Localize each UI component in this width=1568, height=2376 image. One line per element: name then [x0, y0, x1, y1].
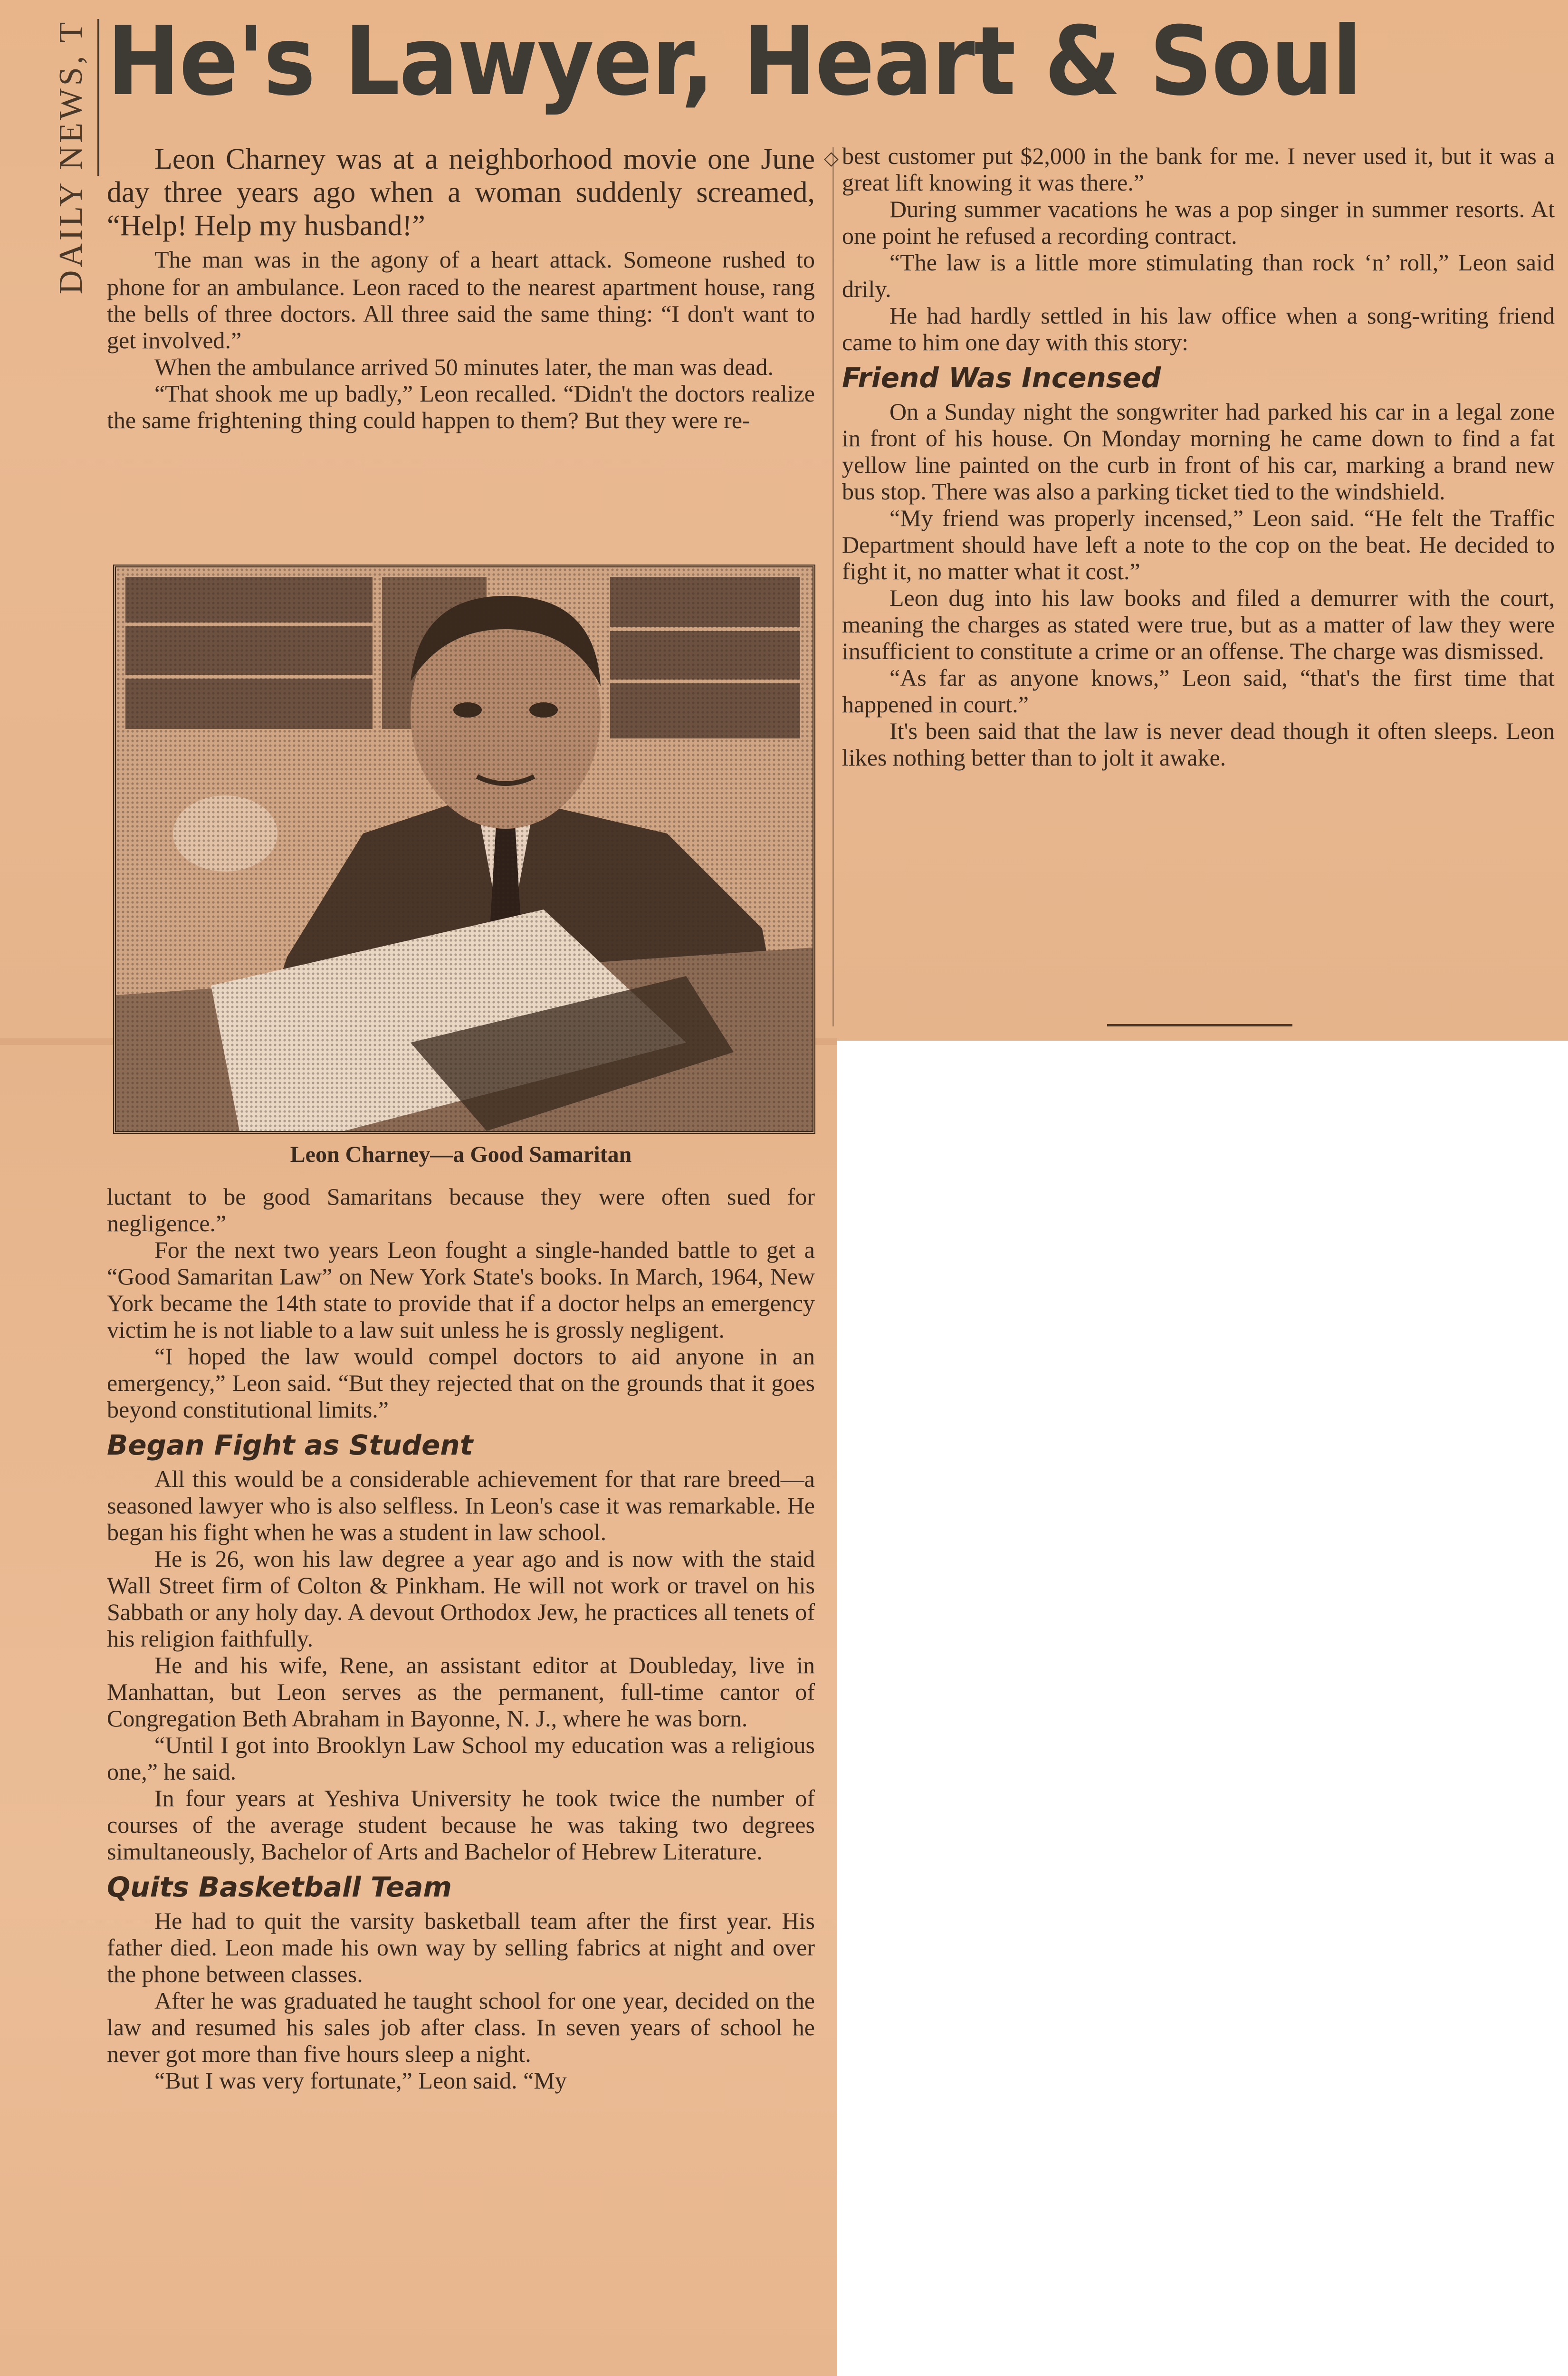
source-label-text: DAILY NEWS, T: [53, 19, 89, 295]
paragraph: luctant to be good Samaritans because they were often sued for negligence.”: [107, 1183, 815, 1236]
paragraph: “As far as anyone knows,” Leon said, “that's the first time that happened in court.”: [842, 664, 1555, 718]
paragraph: In four years at Yeshiva University he took twice the number of courses of the average student because he was taking two degrees simultaneously, Bachelor of Arts and Bachelor of Hebrew Literature.: [107, 1785, 815, 1865]
paragraph: “I hoped the law would compel doctors to aid anyone in an emergency,” Leon said. “But they rejected that on the grounds that it goes beyond constitutional limits.”: [107, 1343, 815, 1423]
paragraph: Leon Charney was at a neighborhood movie one June day three years ago when a woman suddenly screamed, “Help! Help my husband!”: [107, 143, 815, 242]
subhead: Quits Basketball Team: [107, 1871, 452, 1903]
paragraph: All this would be a considerable achievement for that rare breed—a seasoned lawyer who is also selfless. In Leon's case it was remarkable. He began his fight when he was a student in law school.: [107, 1466, 815, 1545]
paragraph: “But I was very fortunate,” Leon said. “My: [154, 2067, 567, 2094]
paragraph-text: The man was in the agony of a heart attack. Someone rushed to phone for an ambulance. Leon raced to the nearest apartment house, rang the bells of three doctors. All three said the same thing: “I don't want to get involved.”: [107, 246, 815, 354]
column-b: [107, 1183, 815, 2094]
paragraph: He and his wife, Rene, an assistant editor at Doubleday, live in Manhattan, but Leon serves as the permanent, full-time cantor of Congregation Beth Abraham in Bayonne, N. J., where he was born.: [107, 1652, 815, 1732]
source-label: [45, 10, 97, 304]
paragraph: For the next two years Leon fought a single-handed battle to get a “Good Samaritan Law” on New York State's books. In March, 1964, New York became the 14th state to provide that if a doctor helps an emergency victim he is not liable to a law suit unless he is grossly negligent.: [107, 1236, 815, 1343]
subhead: Friend Was Incensed: [842, 362, 1161, 394]
paragraph: He had hardly settled in his law office when a song-writing friend came to him one day with this story:: [842, 302, 1555, 355]
column-a: [107, 143, 815, 433]
paragraph: “Until I got into Brooklyn Law School my education was a religious one,” he said.: [107, 1732, 815, 1785]
paragraph: On a Sunday night the songwriter had parked his car in a legal zone in front of his house. On Monday morning he came down to find a fat yellow line painted on the curb in front of his car, marking a brand new bus stop. There was also a parking ticket tied to the windshield.: [842, 398, 1555, 505]
paragraph: When the ambulance arrived 50 minutes later, the man was dead.: [154, 354, 774, 380]
subhead: Began Fight as Student: [107, 1429, 473, 1461]
paragraph: Leon dug into his law books and filed a demurrer with the court, meaning the charges as stated were true, but as a matter of law they were insufficient to constitute a crime or an offense. The charge was dismissed.: [842, 584, 1555, 664]
headline: He's Lawyer, Heart & Soul: [107, 6, 1361, 117]
column-c: [842, 143, 1555, 771]
side-rule: [97, 19, 99, 176]
paragraph: “That shook me up badly,” Leon recalled. “Didn't the doctors realize the same frightening thing could happen to them? But they were re-: [107, 380, 815, 433]
paragraph: He had to quit the varsity basketball team after the first year. His father died. Leon made his own way by selling fabrics at night and over the phone between classes.: [107, 1907, 815, 1987]
paragraph: He is 26, won his law degree a year ago and is now with the staid Wall Street firm of Colton & Pinkham. He will not work or travel on his Sabbath or any holy day. A devout Orthodox Jew, he practices all tenets of his religion faithfully.: [107, 1545, 815, 1652]
portrait-photo: [113, 565, 815, 1134]
photo-caption: Leon Charney—a Good Samaritan: [290, 1142, 632, 1167]
paragraph: “My friend was properly incensed,” Leon said. “He felt the Traffic Department should have left a note to the cop on the beat. He decided to fight it, no matter what it cost.”: [842, 505, 1555, 584]
paragraph: After he was graduated he taught school for one year, decided on the law and resumed his sales job after class. In seven years of school he never got more than five hours sleep a night.: [107, 1987, 815, 2067]
column-divider: [832, 147, 834, 1026]
paragraph: best customer put $2,000 in the bank for me. I never used it, but it was a great lift knowing it was there.”: [842, 143, 1555, 196]
portrait-image: [116, 567, 813, 1131]
paragraph: [107, 242, 815, 354]
end-rule: [1107, 1024, 1292, 1026]
paragraph: During summer vacations he was a pop singer in summer resorts. At one point he refused a recording contract.: [842, 196, 1555, 249]
paragraph: It's been said that the law is never dead though it often sleeps. Leon likes nothing better than to jolt it awake.: [842, 718, 1555, 771]
paragraph: “The law is a little more stimulating than rock ‘n’ roll,” Leon said drily.: [842, 249, 1555, 302]
dingbat-icon: ◇: [824, 147, 839, 169]
